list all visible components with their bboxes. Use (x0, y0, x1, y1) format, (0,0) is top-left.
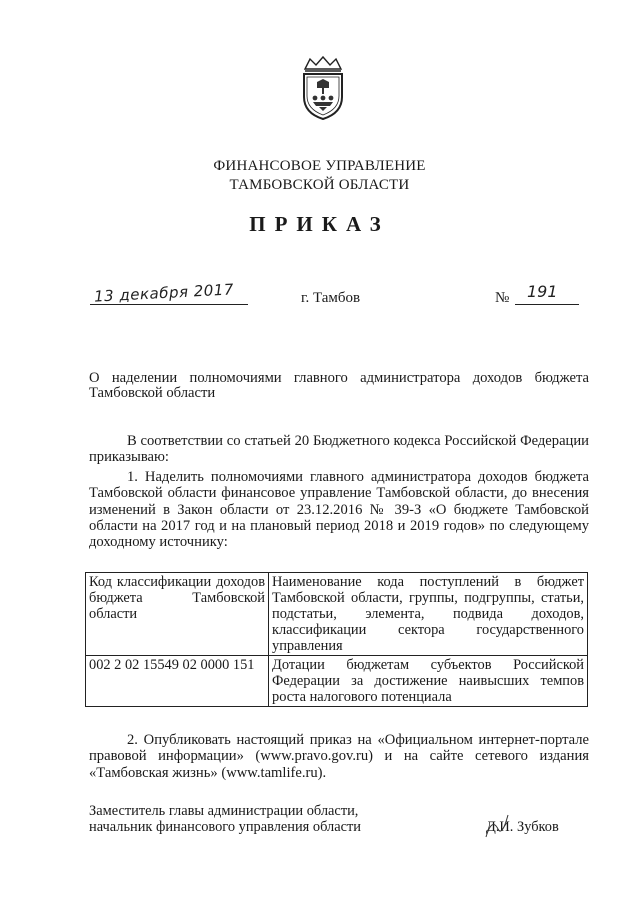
org-name-line1: ФИНАНСОВОЕ УПРАВЛЕНИЕ (213, 158, 426, 174)
table-cell-code: 002 2 02 15549 02 0000 151 (86, 656, 269, 707)
number-label: № (495, 290, 510, 306)
signer-block (486, 819, 559, 836)
signer-position-line2: начальник финансового управления области (89, 819, 362, 835)
city-label: г. Тамбов (301, 290, 361, 306)
table-header-name: Наименование кода поступлений в бюджет Тамбовской области, группы, подгруппы, статьи, подстатьи, элемента, подвида доходов, классификации сектора государственного управления (269, 573, 588, 656)
table-row (86, 656, 588, 707)
document-title: ПРИКАЗ (249, 212, 390, 236)
handwritten-date: 13 декабря 2017 (93, 280, 235, 306)
income-classification-table (85, 572, 588, 707)
table-cell-name: Дотации бюджетам субъектов Российской Федерации за достижение наивысших темпов роста налогового потенциала (269, 656, 588, 707)
signer-position-line1: Заместитель главы администрации области, (89, 803, 359, 819)
table-header-code: Код классификации доходов бюджета Тамбовской области (86, 573, 269, 656)
signer-name: Д.И. Зубков (486, 819, 559, 835)
table-header-row (86, 573, 588, 656)
tambov-coat-of-arms-icon (296, 55, 350, 121)
handwritten-number: 191 (527, 282, 558, 301)
signature-scribble-icon (482, 811, 512, 841)
item-2-paragraph: 2. Опубликовать настоящий приказ на «Официальном интернет-портале правовой информации» (www.pravo.gov.ru) и на сайте сетевого издания «Тамбовская жизнь» (www.tamlife.ru). (89, 732, 589, 781)
item-1-paragraph: 1. Наделить полномочиями главного администратора доходов бюджета Тамбовской области финансовое управление Тамбовской области, до внесения изменений в Закон области от 23.12.2016 № 39-З «О бюджете Тамбовской области на 2017 год и на плановый период 2018 и 2019 годов» по следующему доходному источнику: (89, 469, 589, 551)
number-underline (515, 304, 579, 305)
order-subject: О наделении полномочиями главного администратора доходов бюджета Тамбовской области (89, 370, 589, 401)
org-name-line2: ТАМБОВСКОЙ ОБЛАСТИ (229, 177, 410, 193)
intro-paragraph: В соответствии со статьей 20 Бюджетного кодекса Российской Федерации приказываю: (89, 433, 589, 466)
